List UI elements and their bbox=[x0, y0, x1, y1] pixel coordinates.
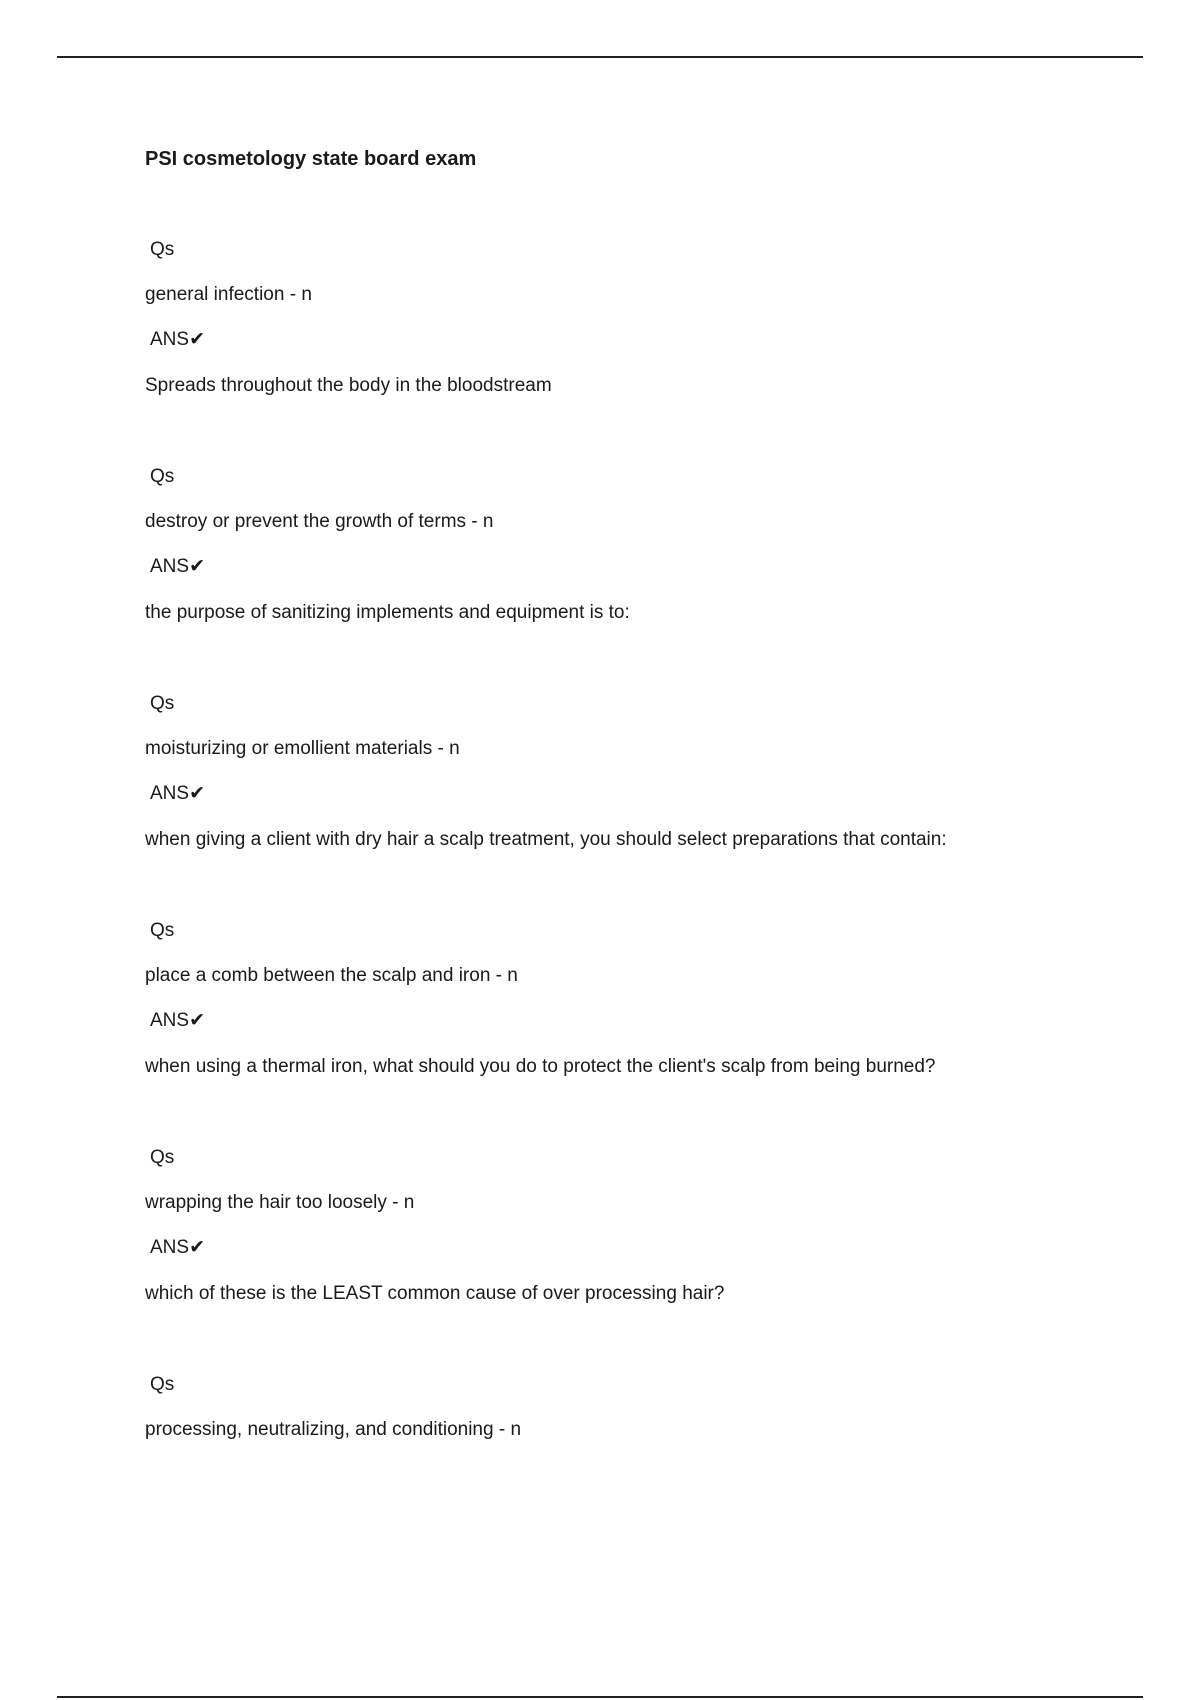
bottom-divider bbox=[57, 1696, 1143, 1698]
answer-text: destroy or prevent the growth of terms - n bbox=[145, 511, 494, 532]
question-text: which of these is the LEAST common cause of over processing hair? bbox=[145, 1283, 725, 1304]
question-tag: Qs bbox=[150, 1374, 175, 1395]
question-text: the purpose of sanitizing implements and equipment is to: bbox=[145, 602, 630, 623]
question-tag: Qs bbox=[150, 1147, 175, 1168]
top-divider bbox=[57, 56, 1143, 58]
page-title: PSI cosmetology state board exam bbox=[145, 148, 477, 170]
answer-tag: ANS✔ bbox=[150, 556, 205, 577]
answer-tag: ANS✔ bbox=[150, 1010, 205, 1031]
question-tag: Qs bbox=[150, 239, 175, 260]
answer-text: general infection - n bbox=[145, 284, 312, 305]
question-tag: Qs bbox=[150, 693, 175, 714]
answer-text: place a comb between the scalp and iron - n bbox=[145, 965, 518, 986]
answer-tag: ANS✔ bbox=[150, 783, 205, 804]
question-text: when giving a client with dry hair a scalp treatment, you should select preparations that contain: bbox=[145, 829, 947, 850]
answer-tag: ANS✔ bbox=[150, 1237, 205, 1258]
question-tag: Qs bbox=[150, 920, 175, 941]
answer-text: wrapping the hair too loosely - n bbox=[145, 1192, 415, 1213]
answer-tag: ANS✔ bbox=[150, 329, 205, 350]
question-text: Spreads throughout the body in the bloodstream bbox=[145, 375, 552, 396]
question-text: when using a thermal iron, what should you do to protect the client's scalp from being burned? bbox=[145, 1056, 936, 1077]
answer-text: moisturizing or emollient materials - n bbox=[145, 738, 460, 759]
answer-text: processing, neutralizing, and conditioning - n bbox=[145, 1419, 522, 1440]
question-tag: Qs bbox=[150, 466, 175, 487]
